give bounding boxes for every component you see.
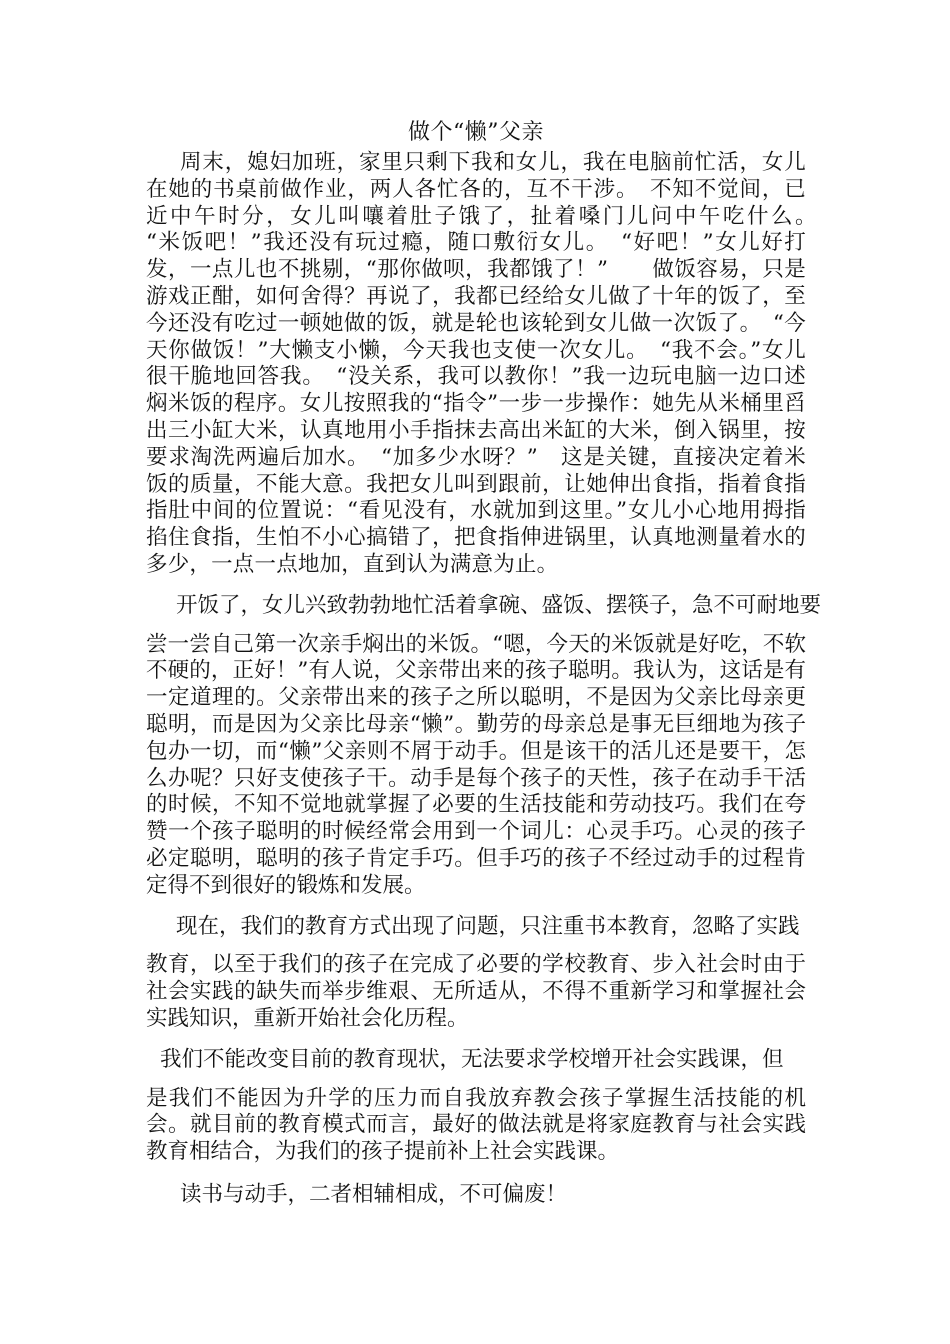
paragraph-4-first-line: 我们不能改变目前的教育现状，无法要求学校增开社会实践课，但 bbox=[160, 1046, 784, 1072]
paragraph-1: 周末，媳妇加班，家里只剩下我和女儿，我在电脑前忙活，女儿在她的书桌前做作业，两人各忙各的，互不干涉。 不知不觉间，已近中午时分，女儿叫嚷着肚子饿了，扯着嗓门儿问中午吃什么。 “米饭吧！”我还没有玩过瘾，随口敷衍女儿。 “好吧！”女儿好打发，一点儿也不挑剔，“那你做呗，我都饿了！” 做饭容易，只是游戏正酣，如何舍得？再说了，我都已经给女儿做了十年的饭了，至今还没有吃过一顿她做的饭，就是轮也该轮到女儿做一次饭了。 “今天你做饭！”大懒支小懒，今天我也支使一次女儿。 “我不会。”女儿很干脆地回答我。 “没关系，我可以教你！”我一边玩电脑一边口述焖米饭的程序。女儿按照我的“指令”一步一步操作：她先从米桶里舀出三小缸大米，认真地用小手指抹去高出米缸的大米，倒入锅里，按要求淘洗两遍后加水。 “加多少水呀？” 这是关键，直接决定着米饭的质量，不能大意。我把女儿叫到跟前，让她伸出食指，指着食指指肚中间的位置说：“看见没有，水就加到这里。”女儿小心地用拇指掐住食指，生怕不小心搞错了，把食指伸进锅里，认真地测量着水的多少，一点一点地加，直到认为满意为止。 bbox=[146, 150, 850, 577]
document-title: 做个“懒”父亲 bbox=[408, 120, 544, 145]
paragraph-2-first-line: 开饭了，女儿兴致勃勃地忙活着拿碗、盛饭、摆筷子，急不可耐地要 bbox=[176, 592, 822, 618]
paragraph-4 bbox=[146, 1047, 806, 1166]
paragraph-4-body: 是我们不能因为升学的压力而自我放弃教会孩子掌握生活技能的机会。就目前的教育模式而言，最好的做法就是将家庭教育与社会实践教育相结合，为我们的孩子提前补上社会实践课。 bbox=[146, 1085, 806, 1165]
paragraph-3-body: 教育，以至于我们的孩子在完成了必要的学校教育、步入社会时由于社会实践的缺失而举步维艰、无所适从，不得不重新学习和掌握社会实践知识，重新开始社会化历程。 bbox=[146, 952, 806, 1031]
paragraph-3-first-line: 现在，我们的教育方式出现了问题，只注重书本教育，忽略了实践 bbox=[176, 913, 800, 939]
paragraph-5: 读书与动手，二者相辅相成，不可偏废！ bbox=[180, 1181, 568, 1207]
document-page bbox=[146, 118, 850, 1230]
paragraph-2-body: 尝一尝自己第一次亲手焖出的米饭。“嗯，今天的米饭就是好吃，不软不硬的，正好！”有人说，父亲带出来的孩子聪明。我认为，这话是有一定道理的。父亲带出来的孩子之所以聪明，不是因为父亲比母亲更聪明，而是因为父亲比母亲“懒”。勤劳的母亲总是事无巨细地为孩子包办一切，而“懒”父亲则不屑于动手。但是该干的活儿还是要干，怎么办呢？只好支使孩子干。动手是每个孩子的天性，孩子在动手干活的时候，不知不觉地就掌握了必要的生活技能和劳动技巧。我们在夸赞一个孩子聪明的时候经常会用到一个词儿：心灵手巧。心灵的孩子必定聪明，聪明的孩子肯定手巧。但手巧的孩子不经过动手的过程肯定得不到很好的锻炼和发展。 bbox=[146, 631, 806, 898]
paragraph-2 bbox=[146, 592, 822, 900]
paragraph-3 bbox=[146, 914, 806, 1033]
